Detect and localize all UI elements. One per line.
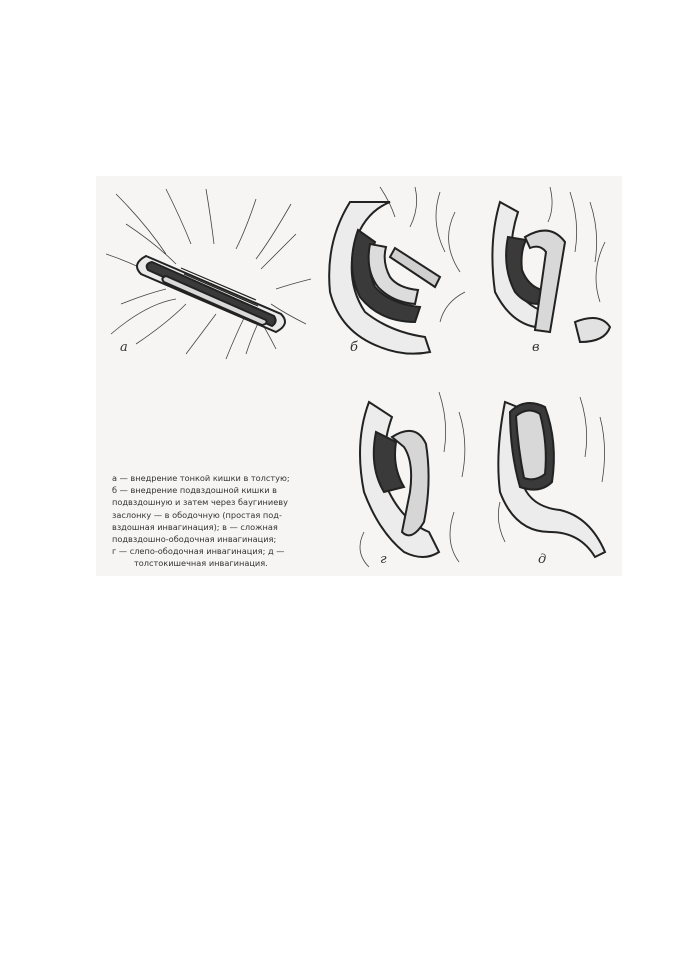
panel-a-illustration (106, 184, 314, 362)
caption-line: а — внедрение тонкой кишки в толстую; (112, 473, 290, 483)
panel-g-letter: г (380, 552, 387, 567)
caption-line: б — внедрение подвздошной кишки в (112, 485, 277, 496)
caption-line: толстокишечная инвагинация. (134, 558, 268, 569)
panel-v-letter: в (532, 340, 540, 355)
panel-d-letter: д (538, 552, 547, 567)
caption-line: вздошная инвагинация); в — сложная (112, 521, 278, 532)
panel-d-illustration (490, 382, 616, 572)
caption-line: подвздошную и затем через баугиниеву (112, 497, 288, 508)
panel-b-letter: б (350, 340, 358, 355)
figure-caption (112, 472, 352, 570)
panel-g-illustration (344, 382, 480, 572)
caption-line: заслонку — в ободочную (простая под- (112, 509, 282, 520)
panel-b-illustration (320, 182, 470, 362)
panel-v-illustration (480, 182, 616, 362)
caption-line: подвздошно-ободочная инвагинация; (112, 534, 277, 545)
figure-plate (96, 176, 622, 576)
caption-line: г — слепо-ободочная инвагинация; д — (112, 546, 285, 557)
panel-a-letter: а (120, 340, 128, 355)
